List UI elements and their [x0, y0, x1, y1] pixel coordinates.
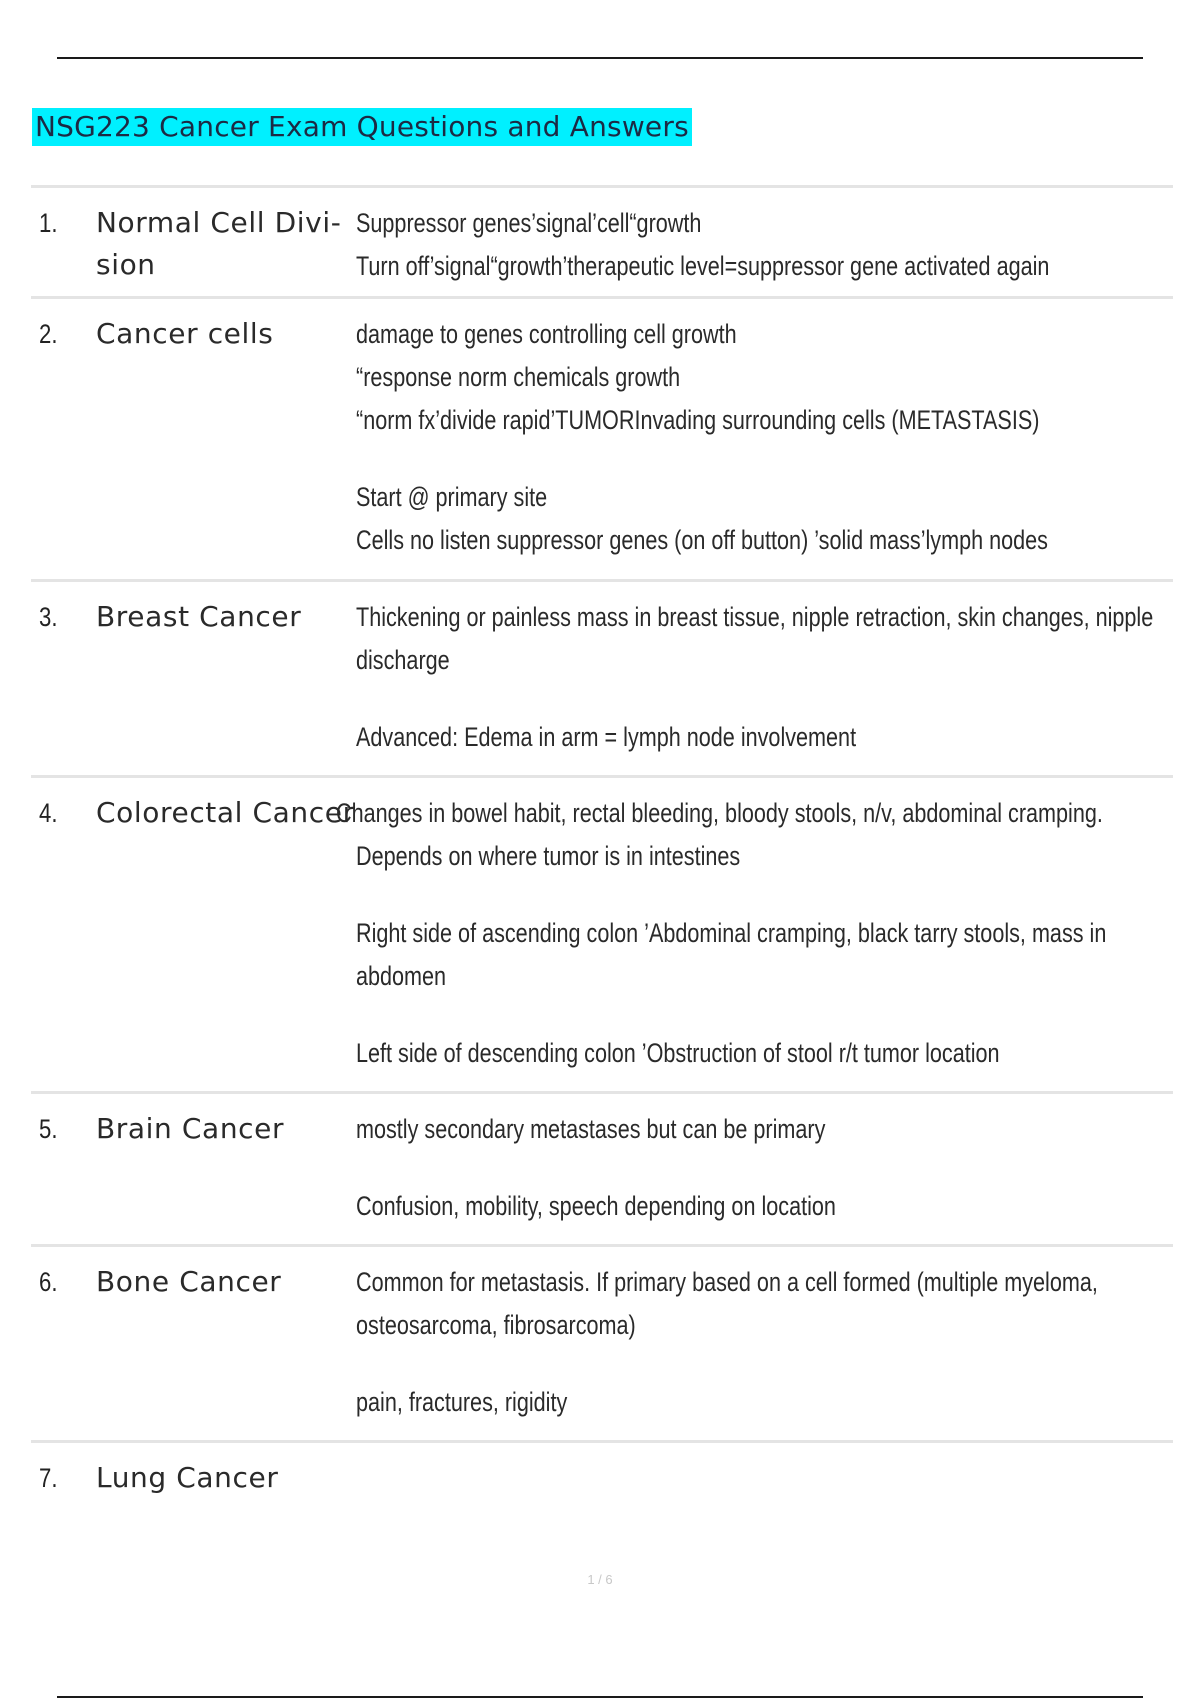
- answer-line: abdomen: [356, 961, 447, 991]
- answer-line: Turn off’signal“growth’therapeutic level=suppressor gene activated again: [356, 251, 1050, 281]
- answer-line: Cells no listen suppressor genes (on off button) ’solid mass’lymph nodes: [356, 525, 1048, 555]
- answer-line: Common for metastasis. If primary based on a cell formed (multiple myeloma,: [356, 1267, 1098, 1297]
- answer-line: Suppressor genes’signal’cell“growth: [356, 208, 702, 238]
- term-line: Cancer cells: [96, 317, 274, 350]
- answer-line: Right side of ascending colon ’Abdominal cramping, black tarry stools, mass in: [356, 918, 1107, 948]
- item-answer: [336, 778, 1146, 1075]
- answer-gap: [356, 442, 1146, 476]
- answer-gap: [356, 998, 1146, 1032]
- item-answer: [356, 1247, 1146, 1424]
- answer-line: Changes in bowel habit, rectal bleeding, bloody stools, n/v, abdominal cramping.: [336, 798, 1103, 828]
- top-rule: [57, 57, 1143, 59]
- document-title: NSG223 Cancer Exam Questions and Answers: [32, 108, 692, 146]
- item-term: [96, 299, 356, 355]
- qa-row: [31, 1440, 1173, 1543]
- item-number: 6.: [39, 1267, 58, 1297]
- answer-line: Start @ primary site: [356, 482, 548, 512]
- item-answer: [356, 188, 1146, 288]
- item-answer: [356, 1094, 1146, 1228]
- term-line: Breast Cancer: [96, 600, 302, 633]
- qa-row: [31, 185, 1173, 296]
- qa-row: [31, 775, 1173, 1091]
- item-answer: [356, 582, 1154, 759]
- qa-row: [31, 296, 1173, 579]
- item-answer: [356, 1443, 1146, 1457]
- answer-line: Thickening or painless mass in breast tissue, nipple retraction, skin changes, nipple: [356, 602, 1154, 632]
- answer-line: Advanced: Edema in arm = lymph node involvement: [356, 722, 857, 752]
- answer-line: discharge: [356, 645, 450, 675]
- answer-line: Confusion, mobility, speech depending on location: [356, 1191, 836, 1221]
- item-number: 4.: [39, 798, 58, 828]
- answer-gap: [356, 682, 1146, 716]
- item-term: [96, 778, 356, 834]
- term-line: sion: [96, 248, 156, 281]
- item-number: 3.: [39, 602, 58, 632]
- item-number: 2.: [39, 319, 58, 349]
- item-term: [96, 1094, 356, 1150]
- item-term: [96, 582, 356, 638]
- term-line: Colorectal Cancer: [96, 796, 355, 829]
- term-line: Normal Cell Divi-: [96, 206, 342, 239]
- answer-gap: [356, 878, 1146, 912]
- answer-line: “norm fx’divide rapid’TUMORInvading surrounding cells (METASTASIS): [356, 405, 1040, 435]
- item-term: [96, 188, 356, 286]
- item-term: [96, 1247, 356, 1303]
- answer-gap: [356, 1347, 1146, 1381]
- item-number: 5.: [39, 1114, 58, 1144]
- item-answer: [356, 299, 1146, 562]
- bottom-rule: [57, 1696, 1143, 1698]
- term-line: Lung Cancer: [96, 1461, 279, 1494]
- page-indicator: 1 / 6: [587, 1572, 613, 1587]
- qa-row: [31, 1091, 1173, 1244]
- qa-row: [31, 579, 1173, 775]
- item-number: 1.: [39, 208, 58, 238]
- item-number: 7.: [39, 1463, 58, 1493]
- item-term: [96, 1443, 356, 1499]
- answer-line: Left side of descending colon ’Obstruction of stool r/t tumor location: [356, 1038, 1000, 1068]
- qa-list: [31, 185, 1173, 1543]
- answer-line: damage to genes controlling cell growth: [356, 319, 737, 349]
- term-line: Bone Cancer: [96, 1265, 282, 1298]
- term-line: Brain Cancer: [96, 1112, 285, 1145]
- qa-row: [31, 1244, 1173, 1440]
- answer-line: osteosarcoma, fibrosarcoma): [356, 1310, 636, 1340]
- answer-gap: [356, 1151, 1146, 1185]
- answer-line: mostly secondary metastases but can be primary: [356, 1114, 826, 1144]
- answer-line: Depends on where tumor is in intestines: [356, 841, 741, 871]
- answer-line: “response norm chemicals growth: [356, 362, 681, 392]
- answer-line: pain, fractures, rigidity: [356, 1387, 568, 1417]
